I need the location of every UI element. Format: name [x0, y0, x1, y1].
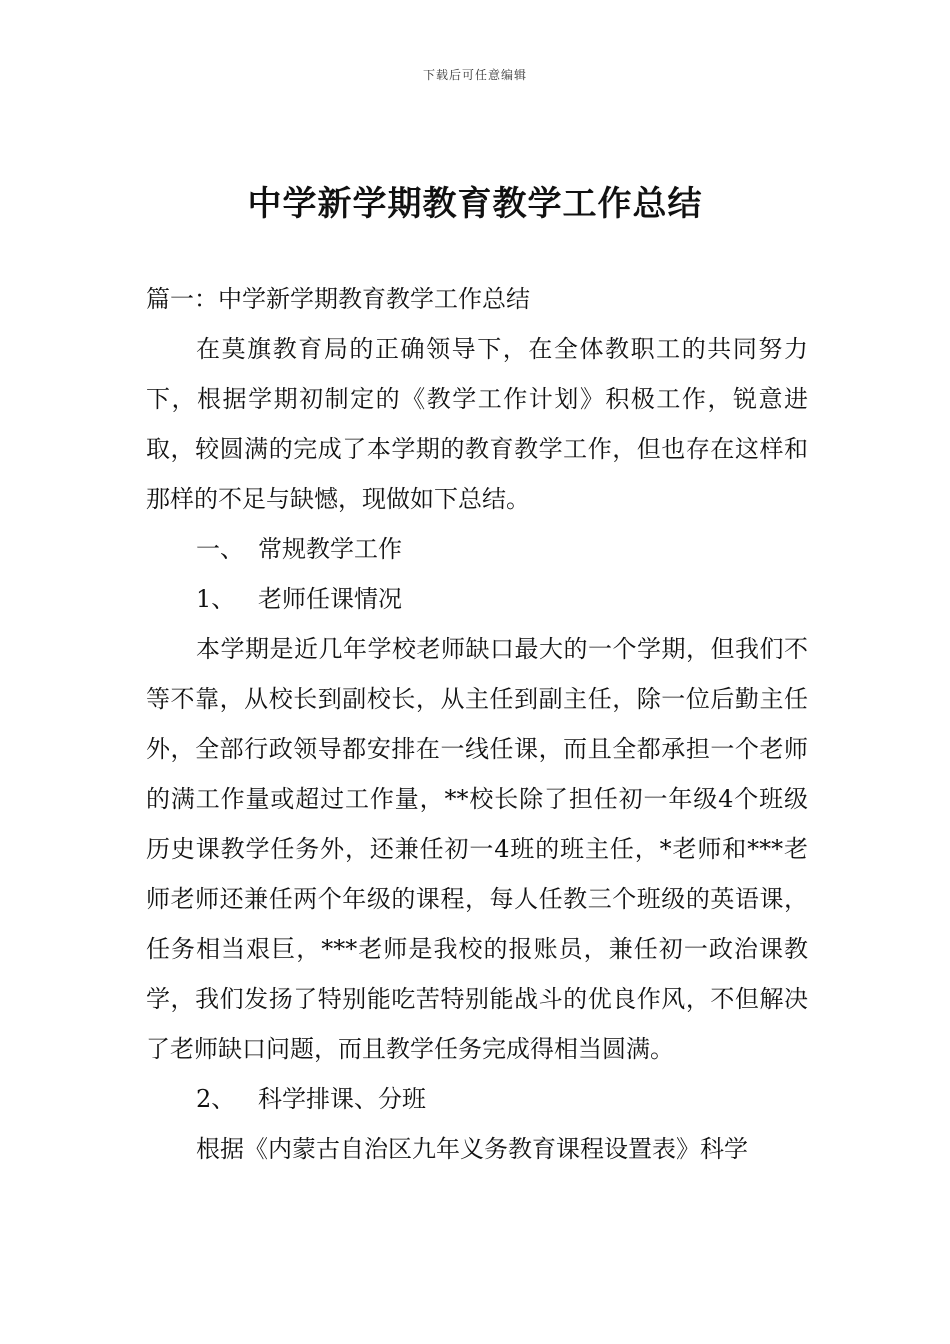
paragraph-1: 本学期是近几年学校老师缺口最大的一个学期，但我们不等不靠，从校长到副校长，从主任到副主任，除一位后勤主任外，全部行政领导都安排在一线任课，而且全都承担一个老师的满工作量或超过工作量，**校长除了担任初一年级4个班级历史课教学任务外，还兼任初一4班的班主任，*老师和***老师老师还兼任两个年级的课程，每人任教三个班级的英语课，任务相当艰巨，***老师是我校的报账员，兼任初一政治课教学，我们发扬了特别能吃苦特别能战斗的优良作风，不但解决了老师缺口问题，而且教学任务完成得相当圆满。 — [146, 635, 808, 1063]
section-number: 一、 — [196, 535, 244, 563]
section-heading-1 — [146, 524, 808, 574]
item-heading-1 — [146, 574, 808, 624]
item-label: 科学排课、分班 — [258, 1085, 426, 1113]
subtitle: 篇一：中学新学期教育教学工作总结 — [146, 285, 530, 313]
item-number: 2、 — [196, 1085, 236, 1113]
document-body — [146, 274, 808, 1174]
paragraph-2: 根据《内蒙古自治区九年义务教育课程设置表》科学 — [196, 1135, 748, 1163]
item-number: 1、 — [196, 585, 236, 613]
document-title: 中学新学期教育教学工作总结 — [247, 184, 703, 224]
item-heading-2 — [146, 1074, 808, 1124]
intro-paragraph: 在莫旗教育局的正确领导下，在全体教职工的共同努力下，根据学期初制定的《教学工作计划》积极工作，锐意进取，较圆满的完成了本学期的教育教学工作，但也存在这样和那样的不足与缺憾，现做如下总结。 — [146, 335, 808, 513]
header-note: 下载后可任意编辑 — [422, 68, 527, 82]
item-label: 老师任课情况 — [258, 585, 402, 613]
section-label: 常规教学工作 — [258, 535, 402, 563]
